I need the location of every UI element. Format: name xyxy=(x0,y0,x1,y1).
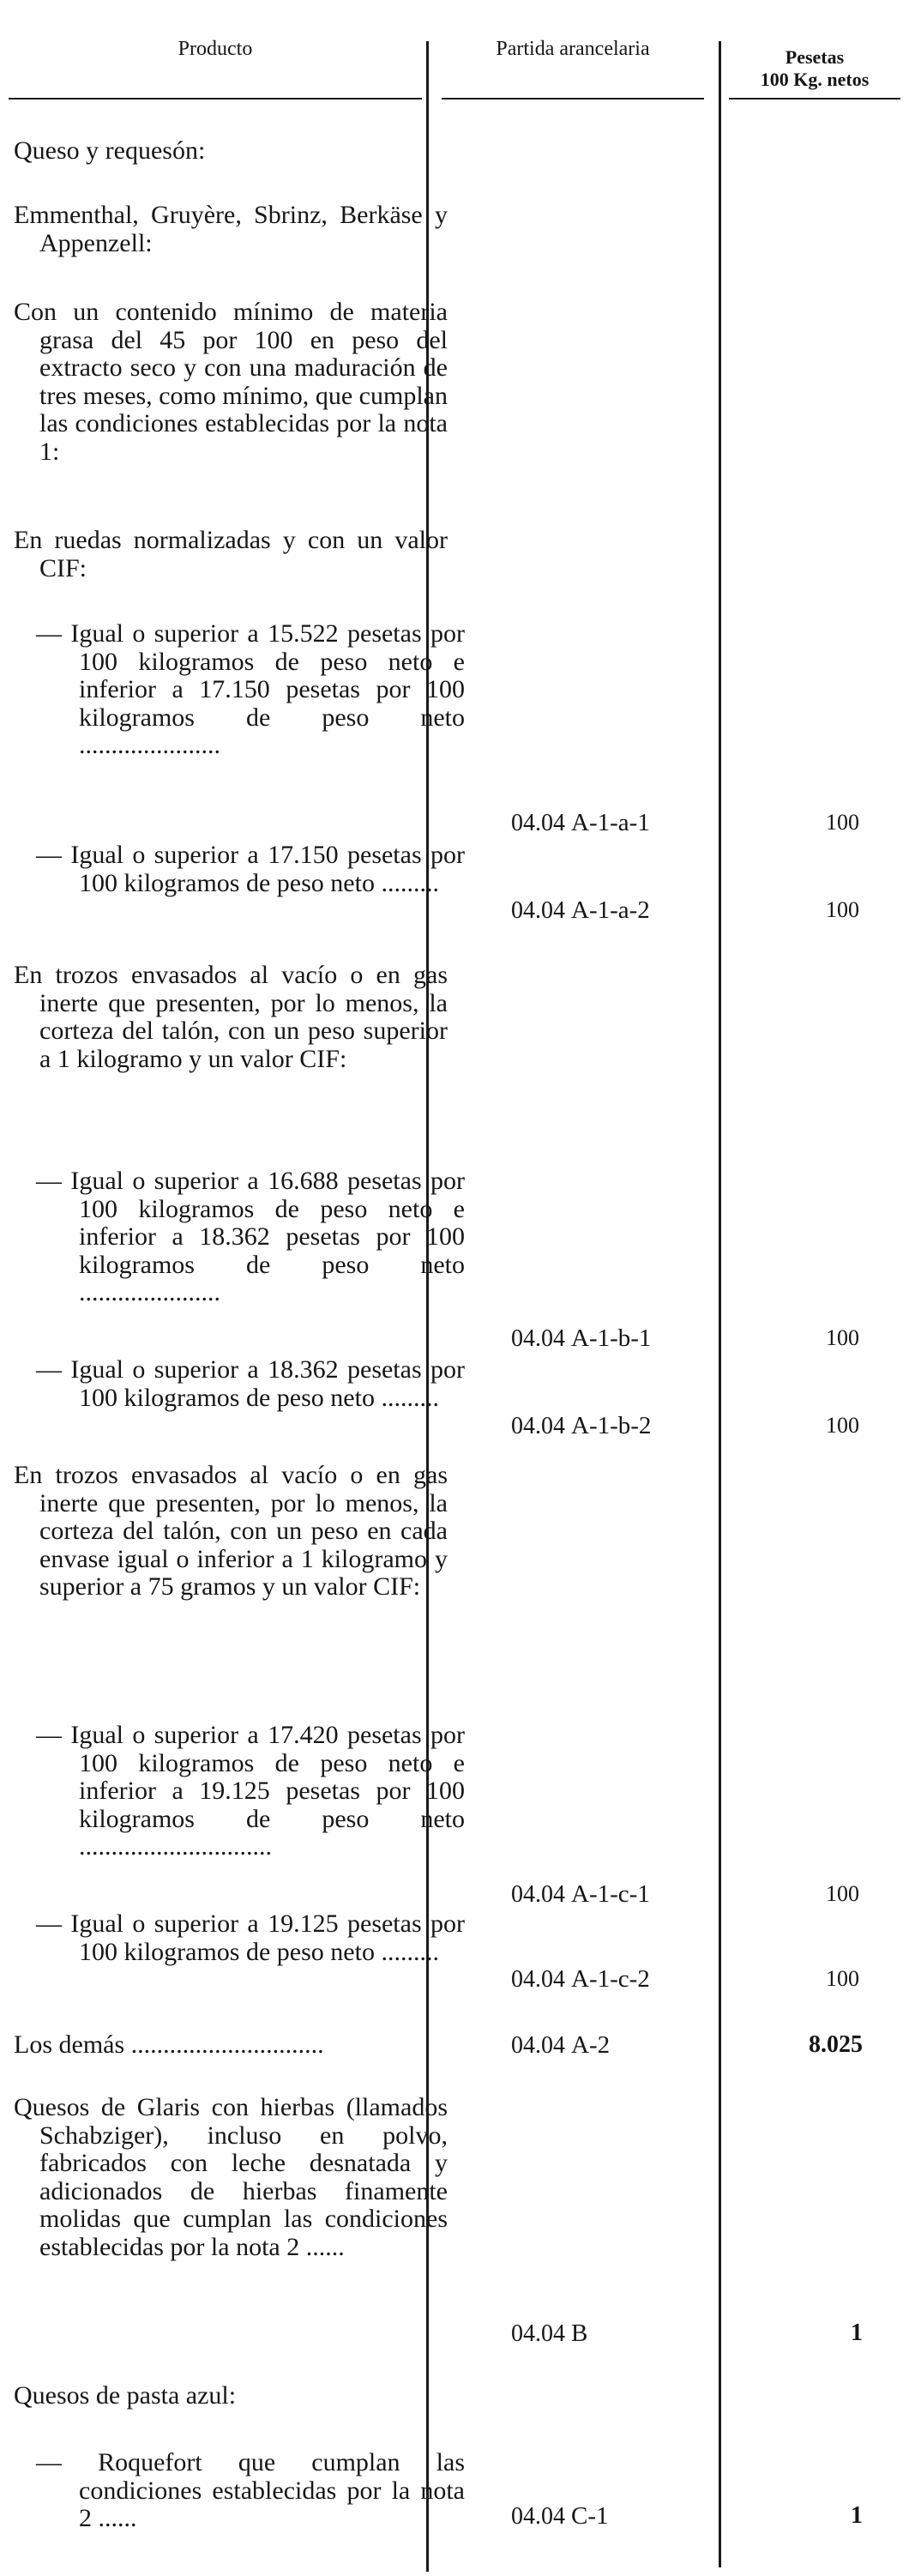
tariff-code: 04.04 A-1-c-2 xyxy=(511,1965,650,1993)
tariff-code: 04.04 A-1-b-1 xyxy=(511,1324,652,1352)
value-cell: 100 xyxy=(826,1413,859,1438)
header-product: Producto xyxy=(178,38,253,60)
value-cell: 100 xyxy=(826,897,859,922)
product-row-text: Emmenthal, Gruyère, Sbrinz, Berkäse y Appenzell: xyxy=(14,201,448,257)
product-row-text: Quesos de pasta azul: xyxy=(14,2381,237,2410)
header-unit xyxy=(729,46,900,91)
product-row-text: Los demás .............................. xyxy=(14,2030,324,2059)
product-row-text: En trozos envasados al vacío o en gas inerte que presenten, por lo menos, la corteza del talón, con un peso en cada envase igual o inferior a 1 kilogramo y superior a 75 gramos y un valor CIF: xyxy=(14,1461,448,1601)
value-cell: 1 xyxy=(851,2502,863,2529)
product-row-text: Queso y requesón: xyxy=(14,136,206,165)
value-cell: 100 xyxy=(826,1325,859,1350)
tariff-code: 04.04 B xyxy=(511,2320,588,2347)
header-underline-tariff xyxy=(442,98,704,100)
tariff-code: 04.04 C-1 xyxy=(511,2502,609,2530)
product-row-text: — Igual o superior a 16.688 pesetas por 100 kilogramos de peso neto e inferior a 18.362 pesetas por 100 kilogramos de peso neto ...................... xyxy=(36,1167,465,1306)
product-row-text: En ruedas normalizadas y con un valor CIF: xyxy=(14,526,448,582)
product-row-text: Quesos de Glaris con hierbas (llamados Schabziger), incluso en polvo, fabricados con leche desnatada y adicionados de hierbas finamente molidas que cumplan las condiciones establecidas por la nota 2 ...... xyxy=(14,2093,448,2261)
value-cell: 1 xyxy=(851,2320,863,2346)
header-tariff: Partida arancelaria xyxy=(496,38,650,60)
tariff-code: 04.04 A-1-a-1 xyxy=(511,809,650,836)
product-row-text: — Igual o superior a 17.150 pesetas por 100 kilogramos de peso neto ......... xyxy=(36,841,465,897)
tariff-code: 04.04 A-1-b-2 xyxy=(511,1412,652,1439)
product-row-text: — Roquefort que cumplan las condiciones establecidas por la nota 2 ...... xyxy=(36,2448,465,2532)
value-cell: 100 xyxy=(826,1881,859,1906)
product-row-text: Con un contenido mínimo de materia grasa del 45 por 100 en peso del extracto seco y con una maduración de tres meses, como mínimo, que cumplan las condiciones establecidas por la nota 1: xyxy=(14,298,448,466)
tariff-code: 04.04 A-2 xyxy=(511,2031,611,2059)
product-row-text: — Igual o superior a 18.362 pesetas por 100 kilogramos de peso neto ......... xyxy=(36,1355,465,1412)
product-row-text: — Igual o superior a 19.125 pesetas por 100 kilogramos de peso neto ......... xyxy=(36,1909,465,1966)
tariff-code: 04.04 A-1-c-1 xyxy=(511,1880,650,1908)
value-cell: 100 xyxy=(826,1966,859,1991)
product-row-text: — Igual o superior a 17.420 pesetas por 100 kilogramos de peso neto e inferior a 19.125 pesetas por 100 kilogramos de peso neto .............................. xyxy=(36,1721,465,1861)
product-row-text: En trozos envasados al vacío o en gas inerte que presenten, por lo menos, la corteza del talón, con un peso superior a 1 kilogramo y un valor CIF: xyxy=(14,961,448,1073)
header-underline-product xyxy=(9,98,422,100)
header-unit-line1: Pesetas xyxy=(785,46,845,68)
product-row-text: — Igual o superior a 15.522 pesetas por 100 kilogramos de peso neto e inferior a 17.150 pesetas por 100 kilogramos de peso neto ...................... xyxy=(36,619,465,759)
value-cell: 100 xyxy=(826,810,859,835)
tariff-code: 04.04 A-1-a-2 xyxy=(511,896,650,924)
header-underline-unit xyxy=(729,98,900,100)
column-divider-right xyxy=(719,41,721,2567)
value-cell: 8.025 xyxy=(809,2031,863,2058)
header-unit-line2: 100 Kg. netos xyxy=(760,69,870,90)
